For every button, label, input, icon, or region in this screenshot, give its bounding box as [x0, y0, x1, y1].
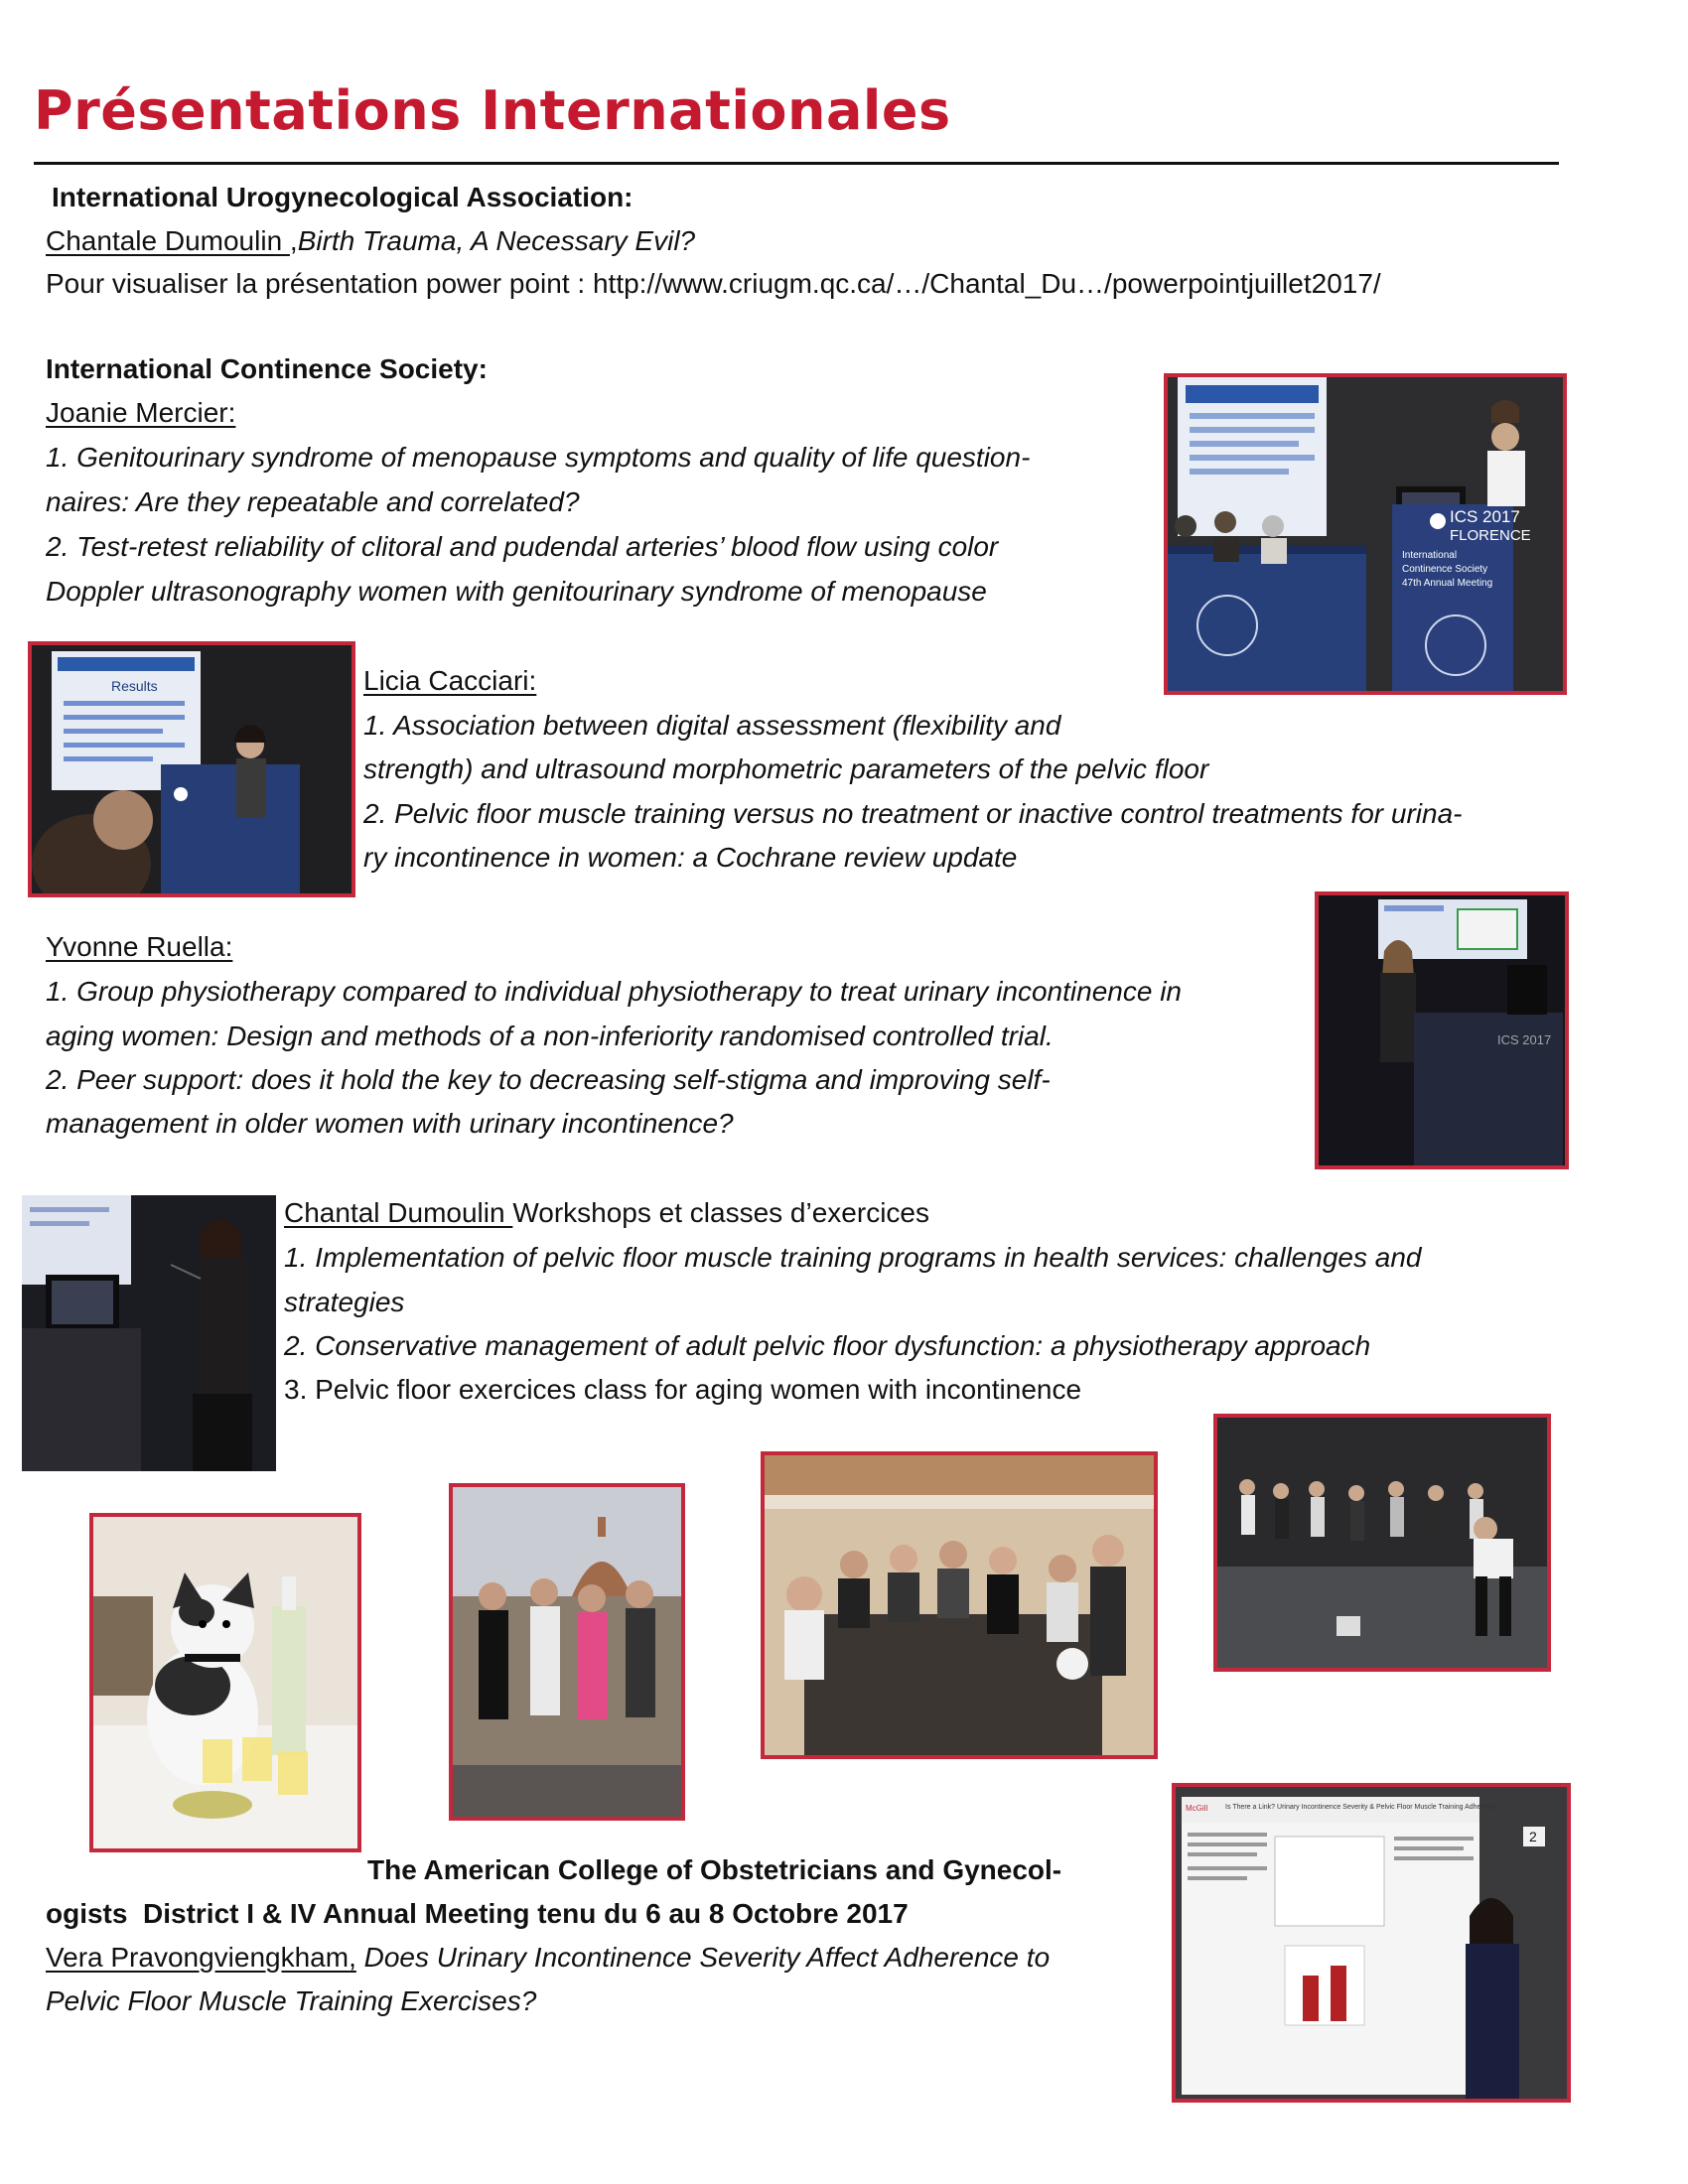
- photo-group-florence: [449, 1483, 685, 1821]
- photo-ics-panel: [1164, 373, 1567, 695]
- chantal-suffix: Workshops et classes d’exercices: [512, 1197, 929, 1228]
- photo-licia-podium: [28, 641, 355, 897]
- chantal-line-2: strategies: [284, 1287, 405, 1317]
- ics-sub-text-1: International: [1402, 550, 1458, 561]
- ics-sub-text-3: 47th Annual Meeting: [1402, 578, 1493, 589]
- title-rule: [34, 162, 1559, 165]
- chantal-heading: [284, 1191, 929, 1236]
- iuga-separator: ,: [289, 225, 298, 256]
- licia-name: Licia Cacciari:: [363, 665, 537, 696]
- yvonne-podium-banner: ICS 2017: [1497, 1032, 1552, 1047]
- iuga-presenter: Chantale Dumoulin: [46, 225, 290, 256]
- acog-presentation: [46, 1936, 1050, 1980]
- iuga-link-line: Pour visualiser la présentation power point : http://www.criugm.qc.ca/…/Chantal_Du…/powerpointjuillet2017/: [46, 268, 1381, 299]
- photo-yvonne-podium-illustration: [1319, 895, 1565, 1165]
- photo-exercise-class-illustration: [1217, 1418, 1547, 1668]
- joanie-line-3: 2. Test-retest reliability of clitoral and pudendal arteries’ blood flow using color: [46, 531, 999, 562]
- iuga-talk: Birth Trauma, A Necessary Evil?: [297, 225, 696, 256]
- slide-results-text: Results: [111, 678, 158, 694]
- licia-line-1: 1. Association between digital assessment (flexibility and: [363, 710, 1061, 741]
- photo-chantal-speaking: [22, 1195, 276, 1471]
- ics-sub-text-2: Continence Society: [1402, 564, 1488, 575]
- photo-poster: [1172, 1783, 1571, 2103]
- ics-heading: International Continence Society:: [46, 353, 488, 384]
- photo-exercise-class: [1213, 1414, 1551, 1672]
- ics-banner-text-2: FLORENCE: [1450, 527, 1531, 544]
- page-title: Présentations Internationales: [34, 79, 951, 142]
- yvonne-line-4: management in older women with urinary incontinence?: [46, 1108, 734, 1139]
- photo-ics-panel-illustration: [1168, 377, 1563, 691]
- photo-group-florence-illustration: [453, 1487, 681, 1817]
- photo-cat-figurine-illustration: [93, 1517, 357, 1848]
- acog-talk-line-2: Pelvic Floor Muscle Training Exercises?: [46, 1985, 537, 2016]
- joanie-line-4: Doppler ultrasonography women with genitourinary syndrome of menopause: [46, 576, 987, 607]
- licia-line-3: 2. Pelvic floor muscle training versus no treatment or inactive control treatments for urina-: [363, 798, 1463, 829]
- joanie-name: Joanie Mercier:: [46, 397, 236, 428]
- chantal-name: Chantal Dumoulin: [284, 1197, 513, 1228]
- acog-talk-line-1: Does Urinary Incontinence Severity Affect Adherence to: [355, 1942, 1051, 1973]
- acog-presenter: Vera Pravongviengkham,: [46, 1942, 356, 1973]
- photo-yvonne-podium: [1315, 891, 1569, 1169]
- iuga-heading: International Urogynecological Association:: [52, 182, 633, 212]
- licia-line-2: strength) and ultrasound morphometric parameters of the pelvic floor: [363, 753, 1209, 784]
- photo-licia-podium-illustration: [32, 645, 352, 893]
- photo-terrace-dinner-illustration: [765, 1455, 1154, 1755]
- photo-chantal-speaking-illustration: [22, 1195, 276, 1471]
- poster-number-text: 2: [1529, 1829, 1537, 1844]
- chantal-line-1: 1. Implementation of pelvic floor muscle training programs in health services: challenges and: [284, 1242, 1422, 1273]
- yvonne-line-2: aging women: Design and methods of a non-inferiority randomised controlled trial.: [46, 1021, 1054, 1051]
- iuga-presentation: [46, 219, 695, 264]
- poster-title-text: Is There a Link? Urinary Incontinence Severity & Pelvic Floor Muscle Training Adherence: [1225, 1804, 1498, 1811]
- photo-cat-figurine: [89, 1513, 361, 1852]
- chantal-line-3: 2. Conservative management of adult pelvic floor dysfunction: a physiotherapy approach: [284, 1330, 1371, 1361]
- poster-logo-text: McGill: [1186, 1804, 1208, 1813]
- photo-poster-illustration: [1176, 1787, 1567, 2099]
- yvonne-name: Yvonne Ruella:: [46, 931, 233, 962]
- yvonne-line-3: 2. Peer support: does it hold the key to decreasing self-stigma and improving self-: [46, 1064, 1051, 1095]
- ics-banner-text-1: ICS 2017: [1450, 507, 1520, 526]
- acog-heading-line-2: ogists District I & IV Annual Meeting tenu du 6 au 8 Octobre 2017: [46, 1898, 909, 1929]
- joanie-line-1: 1. Genitourinary syndrome of menopause symptoms and quality of life question-: [46, 442, 1031, 473]
- acog-heading-line-1: The American College of Obstetricians and Gynecol-: [367, 1854, 1062, 1885]
- yvonne-line-1: 1. Group physiotherapy compared to individual physiotherapy to treat urinary incontinence in: [46, 976, 1182, 1007]
- chantal-line-4: 3. Pelvic floor exercices class for aging women with incontinence: [284, 1374, 1082, 1405]
- photo-terrace-dinner: [761, 1451, 1158, 1759]
- licia-line-4: ry incontinence in women: a Cochrane review update: [363, 842, 1018, 873]
- joanie-line-2: naires: Are they repeatable and correlated?: [46, 486, 580, 517]
